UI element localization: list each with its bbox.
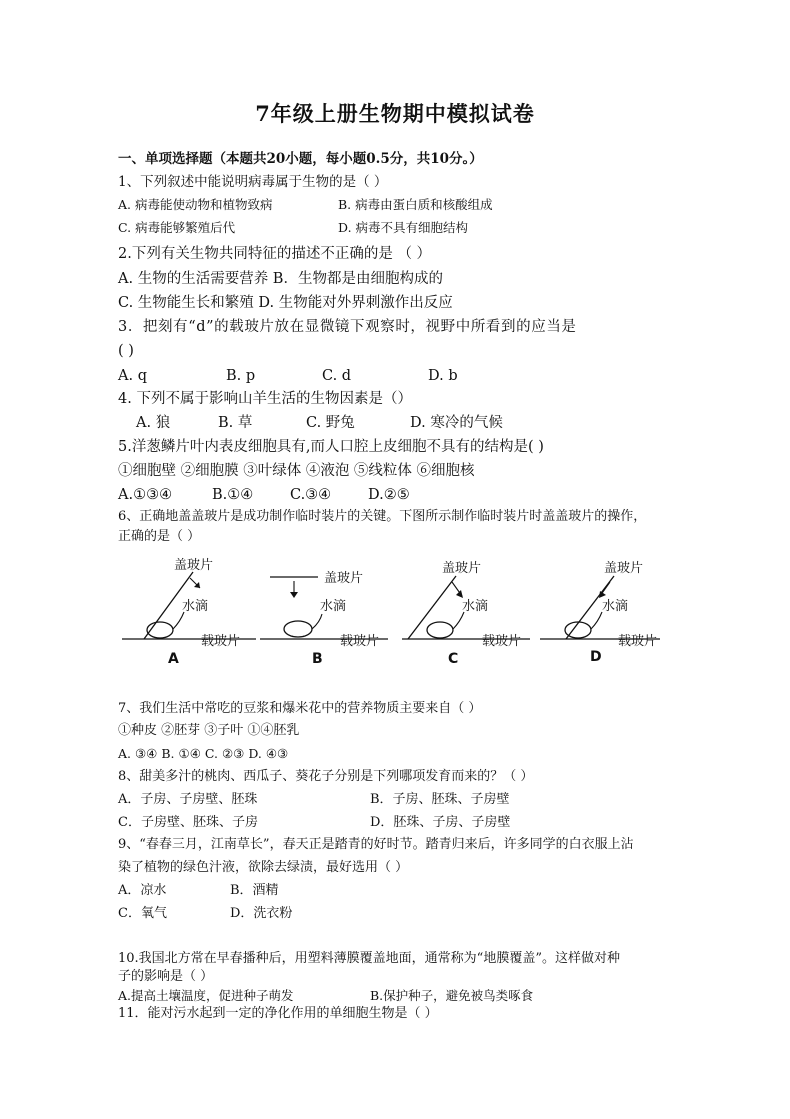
cover-label-d: 盖玻片 — [604, 561, 644, 576]
q3-option-d: D. b — [428, 368, 458, 384]
q2-options-ab: A. 生物的生活需要营养 B．生物都是由细胞构成的 — [118, 271, 443, 287]
slide-label-b: 载玻片 — [340, 634, 380, 649]
q9-option-a: A．凉水 — [118, 883, 167, 898]
drop-label-b: 水滴 — [320, 599, 347, 614]
slide-label-a: 载玻片 — [201, 634, 241, 649]
q1-option-a: A. 病毒能使动物和植物致病 — [118, 197, 273, 212]
q10-option-b: B.保护种子，避免被鸟类啄食 — [370, 988, 534, 1003]
q4-option-b: B. 草 — [218, 415, 253, 431]
q3-stem: 3．把刻有“d”的载玻片放在显微镜下观察时，视野中所看到的应当是 — [118, 319, 577, 335]
drop-label-c: 水滴 — [462, 599, 489, 614]
q5-option-a: A.①③④ — [118, 487, 173, 503]
q7-options: A. ③④ B. ①④ C. ②③ D. ④③ — [118, 746, 289, 761]
page-title: 7年级上册生物期中模拟试卷 — [255, 101, 535, 126]
q6-stem-line2: 正确的是（ ） — [118, 529, 201, 544]
panel-label-c: C — [448, 651, 459, 667]
q4-option-c: C. 野兔 — [306, 415, 355, 431]
slide-label-d: 载玻片 — [618, 634, 658, 649]
drop-label-a: 水滴 — [182, 599, 209, 614]
section-heading: 一、单项选择题（本题共20小题，每小题0.5分，共10分。） — [118, 151, 483, 167]
cover-label-b: 盖玻片 — [324, 571, 364, 586]
figure-panel-d — [540, 560, 660, 665]
q3-option-c: C. d — [322, 368, 352, 384]
q5-option-c: C.③④ — [290, 487, 332, 503]
q9-option-b: B．酒精 — [230, 883, 279, 898]
q2-stem: 2.下列有关生物共同特征的描述不正确的是 （ ） — [118, 246, 432, 262]
figure-panel-a — [122, 557, 256, 667]
q3-paren: ( ) — [118, 343, 134, 359]
q6-stem-line1: 6、正确地盖盖玻片是成功制作临时装片的关键。下图所示制作临时装片时盖盖玻片的操作， — [118, 509, 647, 524]
q10-option-a: A.提高土壤温度，促进种子萌发 — [118, 988, 294, 1003]
q3-option-a: A. q — [118, 368, 147, 384]
q1-option-d: D. 病毒不具有细胞结构 — [338, 220, 469, 235]
q8-option-d: D．胚珠、子房、子房壁 — [370, 815, 511, 830]
figure-panel-c — [402, 560, 530, 667]
q3-option-b: B. p — [226, 368, 256, 384]
q8-option-c: C．子房壁、胚珠、子房 — [118, 815, 258, 830]
q9-option-d: D．洗衣粉 — [230, 906, 293, 921]
q4-option-d: D. 寒冷的气候 — [410, 415, 503, 431]
drop-label-d: 水滴 — [602, 599, 629, 614]
q4-option-a: A. 狼 — [136, 415, 171, 431]
q5-items: ①细胞壁 ②细胞膜 ③叶绿体 ④液泡 ⑤线粒体 ⑥细胞核 — [118, 463, 475, 479]
coverslip-figure — [118, 550, 668, 670]
q8-stem: 8、甜美多汁的桃肉、西瓜子、葵花子分别是下列哪项发育而来的？（ ） — [118, 769, 534, 784]
q7-stem: 7、我们生活中常吃的豆浆和爆米花中的营养物质主要来自（ ） — [118, 701, 482, 716]
q5-option-d: D.②⑤ — [368, 487, 410, 503]
q5-option-b: B.①④ — [212, 487, 254, 503]
q4-stem: 4. 下列不属于影响山羊生活的生物因素是（） — [118, 391, 412, 407]
cover-label-c: 盖玻片 — [442, 561, 482, 576]
q9-stem-line1: 9、“春春三月，江南草长”，春天正是踏青的好时节。踏青归来后，许多同学的白衣服上沾 — [118, 837, 634, 852]
q5-stem: 5.洋葱鳞片叶内表皮细胞具有,而人口腔上皮细胞不具有的结构是( ) — [118, 439, 544, 455]
panel-label-b: B — [312, 651, 323, 667]
q11-stem: 11．能对污水起到一定的净化作用的单细胞生物是（ ） — [118, 1006, 438, 1021]
figure-panel-b — [260, 570, 388, 667]
cover-label-a: 盖玻片 — [174, 558, 214, 573]
q10-stem-line2: 子的影响是（ ） — [118, 969, 214, 984]
q1-option-c: C. 病毒能够繁殖后代 — [118, 220, 236, 235]
q10-stem-line1: 10.我国北方常在早春播种后，用塑料薄膜覆盖地面，通常称为“地膜覆盖”。这样做对种 — [118, 951, 620, 966]
q8-option-a: A．子房、子房壁、胚珠 — [118, 792, 258, 807]
q1-option-b: B. 病毒由蛋白质和核酸组成 — [338, 197, 493, 212]
panel-label-d: D — [590, 649, 602, 665]
q8-option-b: B．子房、胚珠、子房壁 — [370, 792, 510, 807]
q9-stem-line2: 染了植物的绿色汁液，欲除去绿渍，最好选用（ ） — [118, 860, 409, 875]
panel-label-a: A — [168, 651, 179, 667]
q7-items: ①种皮 ②胚芽 ③子叶 ①④胚乳 — [118, 723, 300, 738]
q2-options-cd: C. 生物能生长和繁殖 D. 生物能对外界刺激作出反应 — [118, 295, 453, 311]
q9-option-c: C．氧气 — [118, 906, 167, 921]
q1-stem: 1、下列叙述中能说明病毒属于生物的是（ ） — [118, 174, 388, 190]
slide-label-c: 载玻片 — [482, 634, 522, 649]
